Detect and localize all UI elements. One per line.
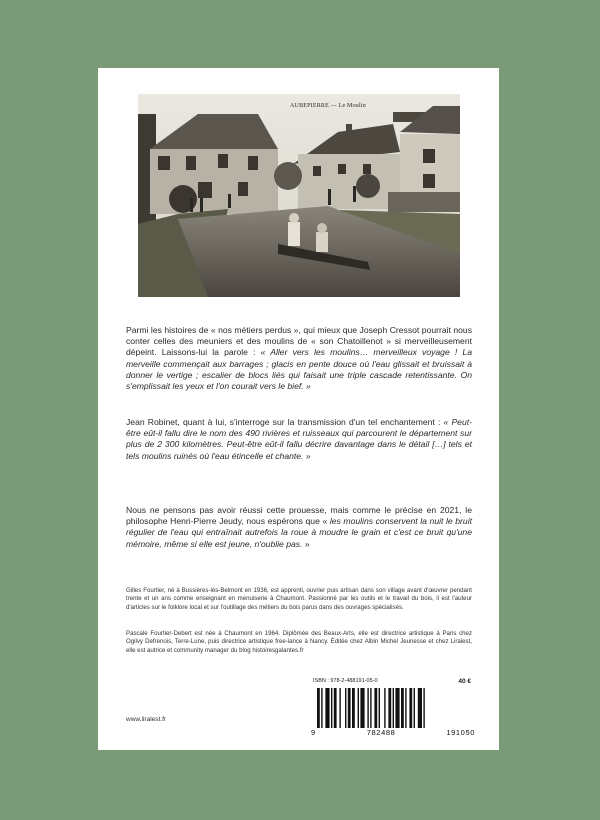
paragraph-robinet-text: Jean Robinet, quant à lui, s'interroge sur la transmission d'un tel enchantement : — [126, 417, 444, 427]
website-url: www.liralest.fr — [126, 716, 167, 723]
isbn-line — [313, 678, 473, 684]
mill-photo-image — [138, 94, 460, 297]
isbn-label: ISBN : 978-2-488191-05-0 — [313, 678, 378, 684]
barcode — [313, 688, 473, 728]
paragraph-cressot-text: Parmi les histoires de « nos métiers perdus », qui mieux que Joseph Cressot pourrait nous conter celles des meuniers et des moulins de « son Chatoillenot » si merveilleusement dépeint. Laissons-lui la parole : — [126, 325, 472, 358]
paragraph-jeudy-end: » — [302, 538, 310, 549]
mill-photo — [138, 94, 460, 297]
barcode-digit-first: 9 — [311, 728, 316, 737]
barcode-digits — [311, 728, 475, 737]
back-cover — [98, 68, 499, 750]
photo-caption: AUBEPIERRE — Le Moulin — [290, 103, 366, 109]
paragraph-robinet — [126, 417, 472, 462]
paragraph-jeudy-text: Nous ne pensons pas avoir réussi cette prouesse, mais comme le précise en 2021, le philosophe Henri-Pierre Jeudy, nous espérons que « — [126, 505, 472, 527]
paragraph-cressot — [126, 325, 472, 392]
paragraph-cressot-quote: « Aller vers les moulins… merveilleux voyage ! La merveille commençait aux barrages ; glacis en pente douce où l'eau glissait et bruissait à donner le vertige ; escalier de blocs liés qui faisait une triple cascade retentissante. On s'emplissait les yeux et l'on courait vers le bief. » — [126, 347, 472, 392]
barcode-digits-right: 191050 — [446, 728, 475, 737]
paragraph-jeudy — [126, 505, 472, 550]
bio-pascale-fourtier-debert: Pascale Fourtier-Debert est née à Chaumont en 1964. Diplômée des Beaux-Arts, elle est directrice artistique à Paris chez Ogilvy Defrenois, Terre-Lune, puis directrice artistique free-lance à Nancy. Éditée chez Albin Michel Jeunesse et chez Liralest, elle est autrice et community manager du blog histoiresgalantes.fr — [126, 630, 472, 654]
price: 40 € — [458, 678, 471, 685]
bio-gilles-fourtier: Gilles Fourtier, né à Bussières-lès-Belmont en 1936, est apprenti, ouvrier puis artisan dans son village avant d'œuvrer pendant trente et un ans comme enseignant en menuiserie à Chaumont. Passionné par les outils et le travail du bois, il est l'auteur d'articles sur le folklore local et sur l'outillage des métiers du bois parus dans des ouvrages spécialisés. — [126, 587, 472, 611]
barcode-digits-left: 782488 — [366, 728, 396, 737]
paragraph-robinet-quote: « Peut-être eût-il fallu dire le nom des 490 rivières et ruisseaux qui parcourent le département sur plus de 2 300 kilomètres. Peut-être eût-il fallu décrire davantage dans le détail […] tels et tels moulins ruinés où l'eau étincelle et chante. » — [126, 417, 472, 461]
paragraph-jeudy-quote: les moulins conservent la nuit le bruit régulier de l'eau qui entraînait autrefois la roue à moudre le grain et c'est ce bruit qu'une mémoire, même si elle est jeune, n'oublie pas. — [126, 516, 472, 549]
